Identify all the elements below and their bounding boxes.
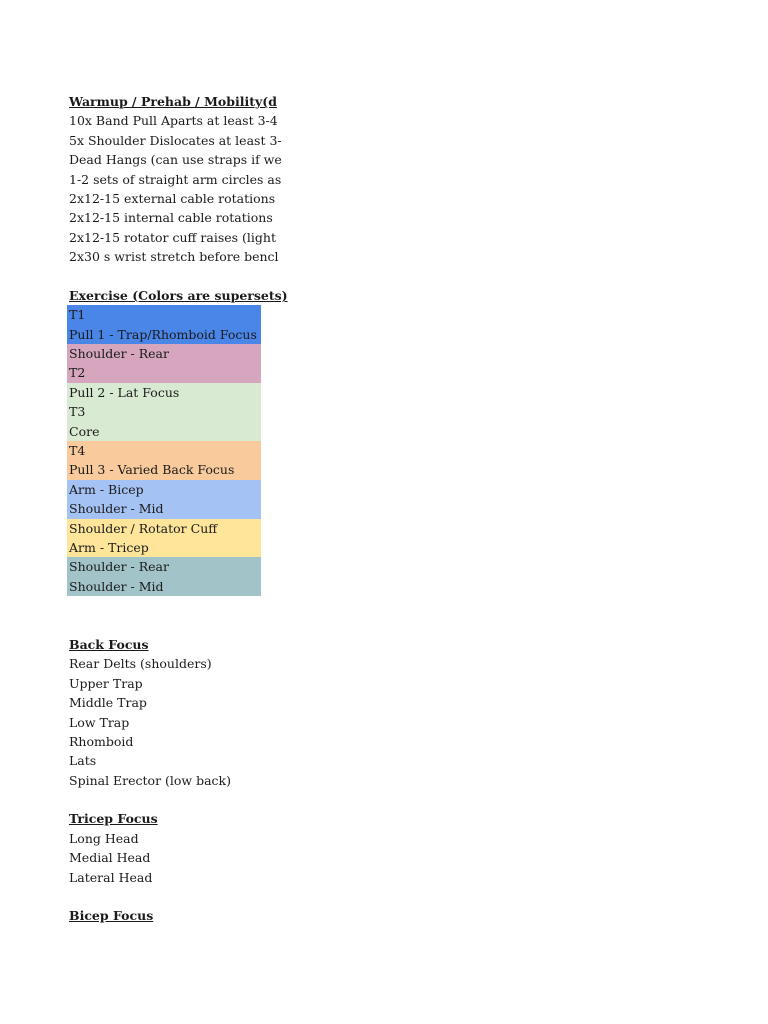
empty-row [67, 596, 261, 635]
column-a [67, 92, 288, 926]
empty-row [67, 887, 261, 906]
warmup-item[interactable]: 2x12-15 external cable rotations [69, 190, 276, 206]
back-focus-item[interactable]: Rhomboid [69, 733, 134, 749]
exercise-row[interactable]: Pull 2 - Lat Focus [67, 383, 261, 402]
bicep-focus-heading[interactable]: Bicep Focus [69, 908, 154, 924]
back-focus-item[interactable]: Middle Trap [69, 695, 147, 711]
back-focus-item[interactable]: Rear Delts (shoulders) [69, 656, 212, 672]
exercise-row[interactable]: T3 [67, 402, 261, 421]
exercise-heading[interactable]: Exercise (Colors are supersets) [69, 287, 288, 303]
exercise-row[interactable]: Pull 1 - Trap/Rhomboid Focus [67, 325, 261, 344]
tricep-focus-item[interactable]: Medial Head [69, 850, 151, 866]
exercise-row[interactable]: T2 [67, 363, 261, 382]
warmup-item[interactable]: 5x Shoulder Dislocates at least 3- [69, 132, 282, 148]
tricep-focus-heading[interactable]: Tricep Focus [69, 811, 158, 827]
exercise-row[interactable]: Arm - Bicep [67, 480, 261, 499]
back-focus-item[interactable]: Low Trap [69, 714, 130, 730]
exercise-row[interactable]: Shoulder - Rear [67, 344, 261, 363]
exercise-row[interactable]: Shoulder - Mid [67, 499, 261, 518]
warmup-item[interactable]: 10x Band Pull Aparts at least 3-4 [69, 113, 278, 129]
back-focus-item[interactable]: Lats [69, 753, 97, 769]
exercise-row[interactable]: Shoulder - Rear [67, 557, 261, 576]
warmup-item[interactable]: Dead Hangs (can use straps if we [69, 152, 282, 168]
warmup-item[interactable]: 2x12-15 rotator cuff raises (light [69, 229, 276, 245]
exercise-row[interactable]: Arm - Tricep [67, 538, 261, 557]
tricep-focus-item[interactable]: Lateral Head [69, 869, 153, 885]
exercise-row[interactable]: T4 [67, 441, 261, 460]
empty-row [67, 267, 261, 286]
warmup-item[interactable]: 2x12-15 internal cable rotations [69, 210, 273, 226]
back-focus-heading[interactable]: Back Focus [69, 636, 149, 652]
warmup-heading[interactable]: Warmup / Prehab / Mobility(d [69, 94, 277, 109]
back-focus-item[interactable]: Upper Trap [69, 675, 143, 691]
exercise-row[interactable]: Core [67, 422, 261, 441]
exercise-row[interactable]: T1 [67, 305, 261, 324]
exercise-row[interactable]: Shoulder - Mid [67, 577, 261, 596]
tricep-focus-item[interactable]: Long Head [69, 830, 139, 846]
exercise-row[interactable]: Shoulder / Rotator Cuff [67, 519, 261, 538]
empty-row [67, 790, 261, 809]
back-focus-item[interactable]: Spinal Erector (low back) [69, 772, 232, 788]
exercise-row[interactable]: Pull 3 - Varied Back Focus [67, 460, 261, 479]
warmup-item[interactable]: 2x30 s wrist stretch before bencl [69, 249, 279, 265]
warmup-item[interactable]: 1-2 sets of straight arm circles as [69, 171, 282, 187]
